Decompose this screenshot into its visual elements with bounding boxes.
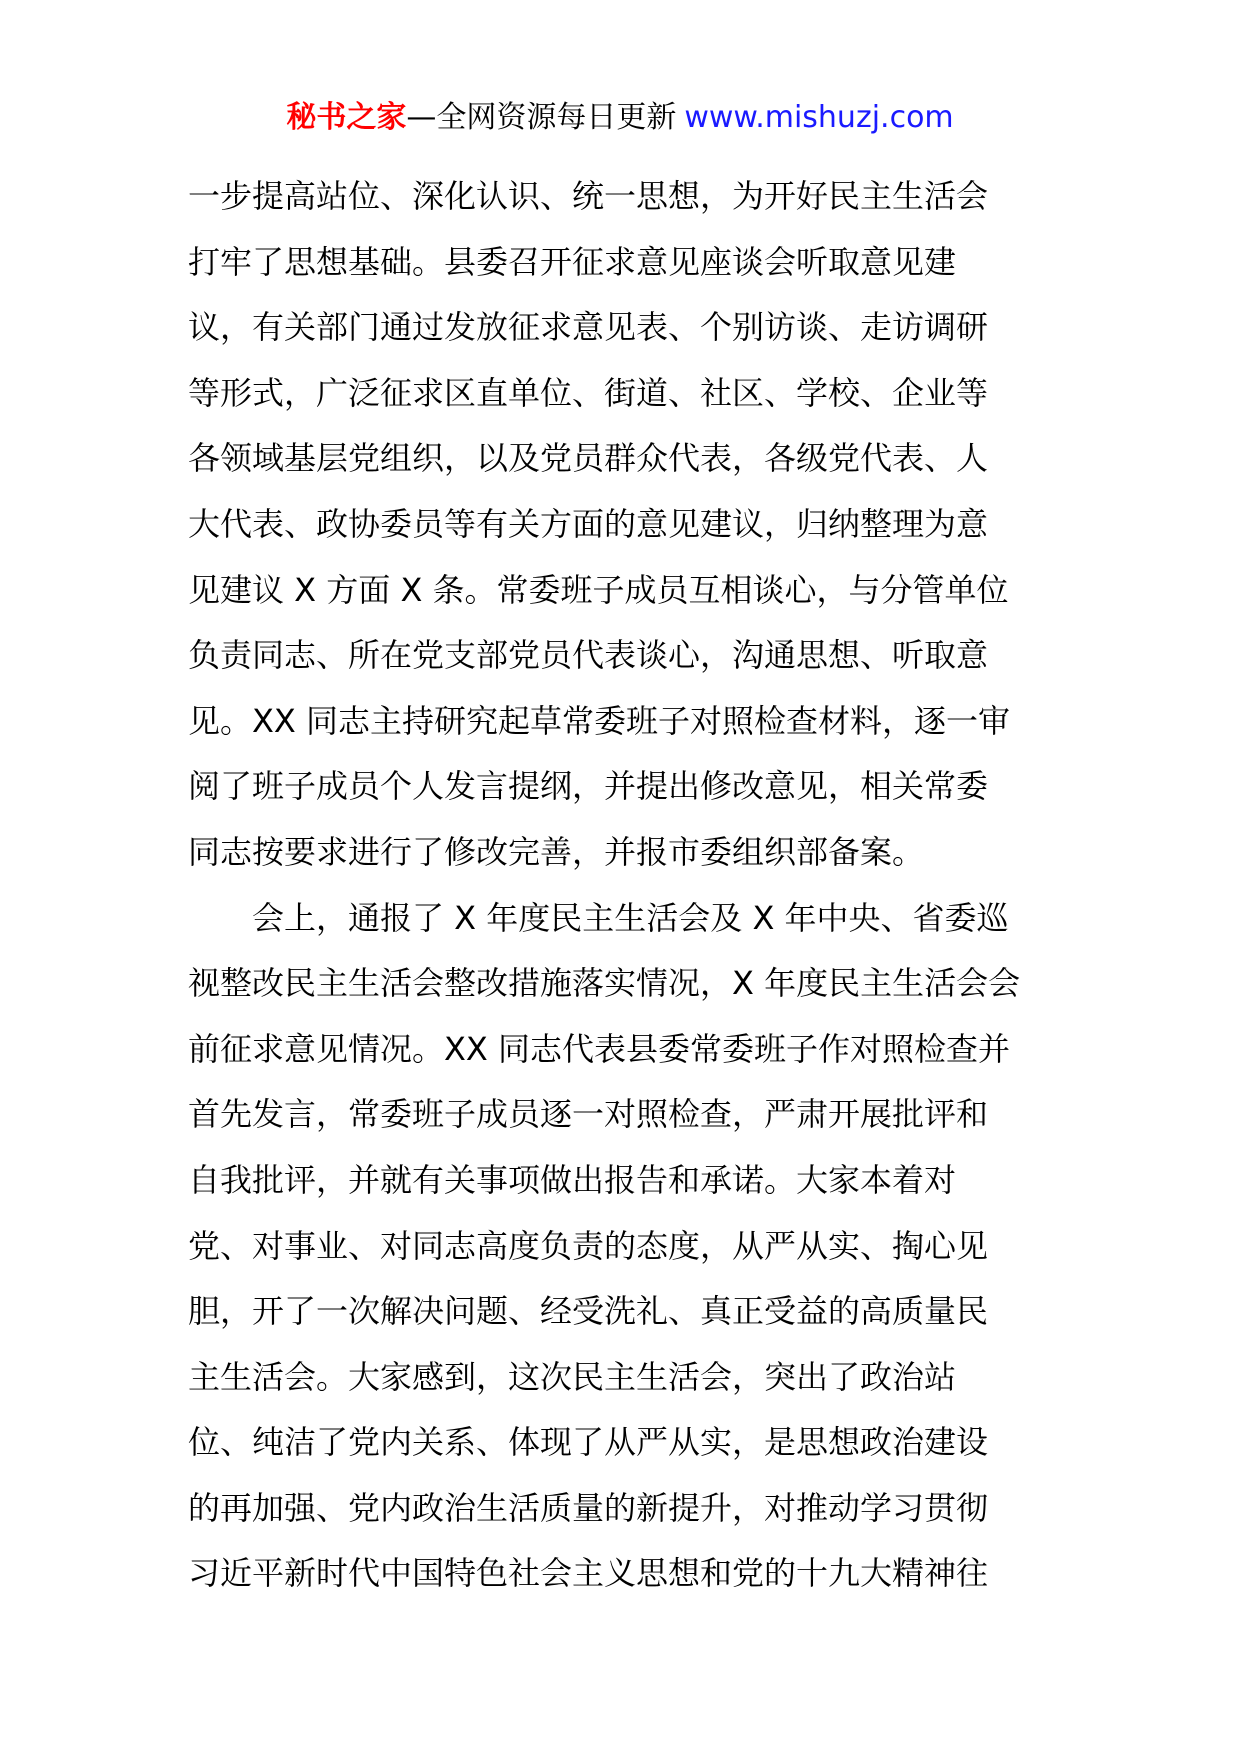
paragraph-start-line: 会上，通报了 X 年度民主生活会及 X 年中央、省委巡 [252, 898, 1009, 937]
text-line: 议，有关部门通过发放征求意见表、个别访谈、走访调研 [188, 308, 989, 347]
text-line: 党、对事业、对同志高度负责的态度，从严从实、掏心见 [188, 1226, 989, 1265]
page-header [0, 98, 1240, 138]
text-line: 阅了班子成员个人发言提纲，并提出修改意见，相关常委 [188, 767, 989, 806]
text-line: 胆，开了一次解决问题、经受洗礼、真正受益的高质量民 [188, 1292, 989, 1331]
text-line: 见。XX 同志主持研究起草常委班子对照检查材料，逐一审 [188, 701, 1011, 740]
text-line: 打牢了思想基础。县委召开征求意见座谈会听取意见建 [188, 242, 957, 281]
text-line: 的再加强、党内政治生活质量的新提升，对推动学习贯彻 [188, 1488, 989, 1527]
text-line: 习近平新时代中国特色社会主义思想和党的十九大精神往 [188, 1554, 989, 1593]
text-line: 主生活会。大家感到，这次民主生活会，突出了政治站 [188, 1357, 957, 1396]
header-tagline: —全网资源每日更新 [406, 100, 677, 135]
text-line: 首先发言，常委班子成员逐一对照检查，严肃开展批评和 [188, 1095, 989, 1134]
text-line: 前征求意见情况。XX 同志代表县委常委班子作对照检查并 [188, 1029, 1011, 1068]
text-line: 一步提高站位、深化认识、统一思想，为开好民主生活会 [188, 177, 989, 215]
text-line: 视整改民主生活会整改措施落实情况，X 年度民主生活会会 [188, 964, 1021, 1003]
text-line: 负责同志、所在党支部党员代表谈心，沟通思想、听取意 [188, 636, 989, 675]
document-body [188, 164, 1068, 1607]
text-line: 各领域基层党组织，以及党员群众代表，各级党代表、人 [188, 439, 989, 478]
text-line: 见建议 X 方面 X 条。常委班子成员互相谈心，与分管单位 [188, 570, 1009, 609]
site-url-link[interactable]: www.mishuzj.com [684, 100, 954, 135]
brand-name: 秘书之家 [286, 100, 407, 135]
text-line: 自我批评，并就有关事项做出报告和承诺。大家本着对 [188, 1160, 957, 1199]
text-line: 同志按要求进行了修改完善，并报市委组织部备案。 [188, 832, 925, 871]
text-line: 大代表、政协委员等有关方面的意见建议，归纳整理为意 [188, 504, 989, 543]
text-line: 位、纯洁了党内关系、体现了从严从实，是思想政治建设 [188, 1423, 989, 1462]
text-line: 等形式，广泛征求区直单位、街道、社区、学校、企业等 [188, 373, 989, 412]
